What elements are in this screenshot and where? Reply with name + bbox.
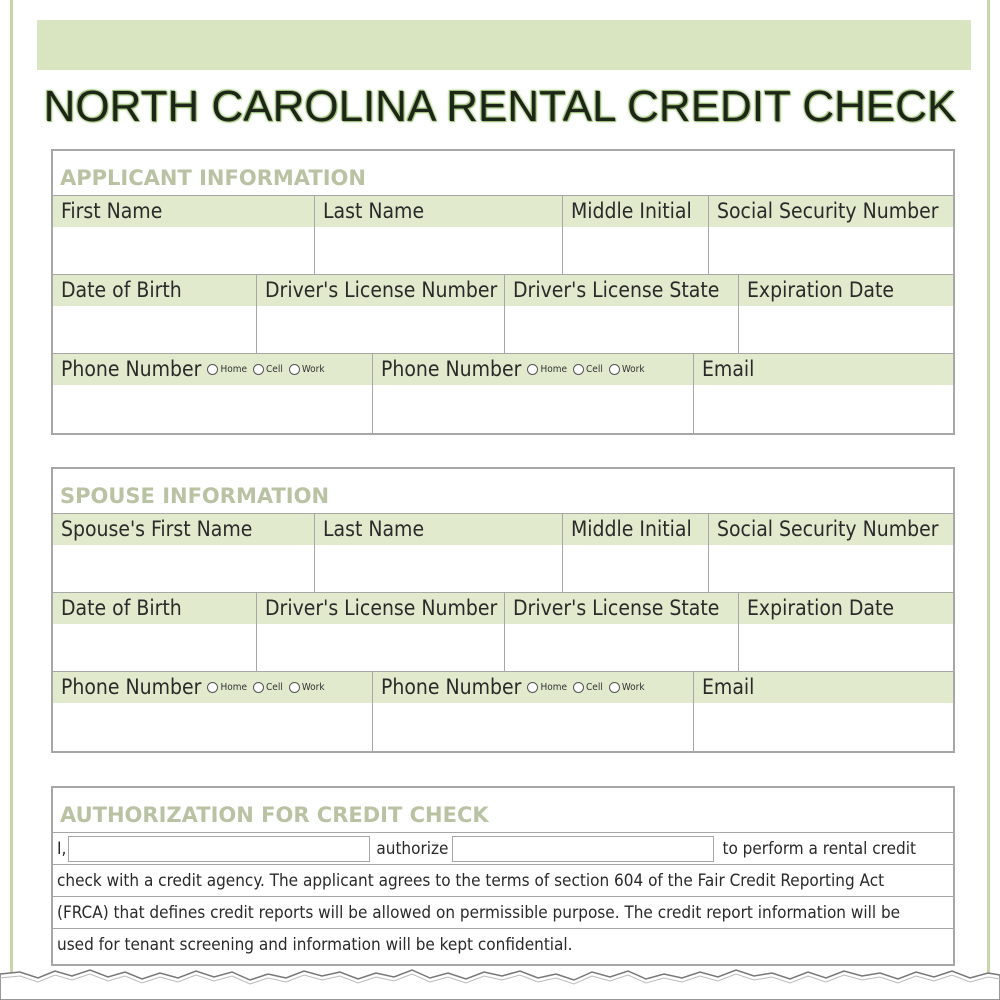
home-radio[interactable] <box>527 354 567 385</box>
spouse-row-1 <box>53 514 953 593</box>
home-radio-label: Home <box>220 682 248 693</box>
last-name-field[interactable] <box>315 227 562 274</box>
spouse-ssn-label: Social Security Number <box>709 514 953 545</box>
applicant-dl-state-cell <box>505 275 739 353</box>
expiration-field[interactable] <box>739 306 953 353</box>
work-radio-label: Work <box>621 364 645 375</box>
spouse-middle-initial-field[interactable] <box>563 545 708 592</box>
radio-circle-icon[interactable] <box>527 682 538 693</box>
torn-edge <box>0 960 1000 1000</box>
radio-circle-icon[interactable] <box>207 682 218 693</box>
dl-number-label: Driver's License Number <box>257 275 504 306</box>
radio-circle-icon[interactable] <box>289 682 300 693</box>
spouse-last-name-label: Last Name <box>315 514 562 545</box>
radio-circle-icon[interactable] <box>609 682 620 693</box>
spouse-heading: SPOUSE INFORMATION <box>53 469 953 514</box>
spouse-section <box>51 467 955 753</box>
dob-field[interactable] <box>53 306 256 353</box>
spouse-email-cell <box>694 672 953 751</box>
to-perform-label: to perform a rental credit <box>722 838 916 859</box>
authorization-heading: AUTHORIZATION FOR CREDIT CHECK <box>53 788 953 833</box>
agency-name-blank[interactable] <box>452 836 714 862</box>
spouse-ssn-cell <box>709 514 953 592</box>
applicant-row-3 <box>53 354 953 433</box>
applicant-dob-cell <box>53 275 257 353</box>
applicant-heading: APPLICANT INFORMATION <box>53 151 953 196</box>
ssn-field[interactable] <box>709 227 953 274</box>
work-radio-label: Work <box>301 682 325 693</box>
work-radio[interactable] <box>609 354 645 385</box>
spouse-expiration-field[interactable] <box>739 624 953 671</box>
work-radio-label: Work <box>621 682 645 693</box>
applicant-first-name-cell <box>53 196 315 274</box>
applicant-dl-number-cell <box>257 275 505 353</box>
spouse-dob-cell <box>53 593 257 671</box>
dob-label: Date of Birth <box>53 275 256 306</box>
cell-radio-label: Cell <box>586 682 603 693</box>
applicant-row-1 <box>53 196 953 275</box>
cell-radio[interactable] <box>573 354 603 385</box>
cell-radio[interactable] <box>253 672 283 703</box>
spouse-ssn-field[interactable] <box>709 545 953 592</box>
home-radio[interactable] <box>527 672 567 703</box>
spouse-middle-initial-label: Middle Initial <box>563 514 708 545</box>
ssn-label: Social Security Number <box>709 196 953 227</box>
radio-circle-icon[interactable] <box>573 682 584 693</box>
spouse-first-name-label: Spouse's First Name <box>53 514 314 545</box>
applicant-name-blank[interactable] <box>68 836 370 862</box>
spouse-dl-number-field[interactable] <box>257 624 504 671</box>
email-field[interactable] <box>694 385 953 433</box>
applicant-last-name-cell <box>315 196 563 274</box>
email-label: Email <box>694 354 953 385</box>
spouse-dob-field[interactable] <box>53 624 256 671</box>
spouse-phone1-cell <box>53 672 373 751</box>
dl-state-label: Driver's License State <box>505 275 738 306</box>
home-radio-label: Home <box>220 364 248 375</box>
spouse-phone2-text: Phone Number <box>381 675 522 699</box>
radio-circle-icon[interactable] <box>289 364 300 375</box>
spouse-dob-label: Date of Birth <box>53 593 256 624</box>
spouse-expiration-cell <box>739 593 953 671</box>
work-radio[interactable] <box>289 672 325 703</box>
spouse-row-2 <box>53 593 953 672</box>
spouse-dl-number-cell <box>257 593 505 671</box>
applicant-phone1-cell <box>53 354 373 433</box>
applicant-middle-initial-cell <box>563 196 709 274</box>
dl-state-field[interactable] <box>505 306 738 353</box>
spouse-last-name-field[interactable] <box>315 545 562 592</box>
applicant-section <box>51 149 955 435</box>
i-label: I, <box>57 838 67 859</box>
spouse-phone2-cell <box>373 672 694 751</box>
spouse-first-name-field[interactable] <box>53 545 314 592</box>
work-radio[interactable] <box>609 672 645 703</box>
spouse-last-name-cell <box>315 514 563 592</box>
authorization-line-1 <box>53 833 953 865</box>
header-band <box>37 20 971 70</box>
spouse-first-name-cell <box>53 514 315 592</box>
authorization-line-2: check with a credit agency. The applicant agrees to the terms of section 604 of the Fair Credit Reporting Act <box>53 865 953 897</box>
spouse-phone2-label <box>373 672 693 703</box>
spouse-phone1-label <box>53 672 372 703</box>
home-radio[interactable] <box>207 672 247 703</box>
middle-initial-label: Middle Initial <box>563 196 708 227</box>
applicant-ssn-cell <box>709 196 953 274</box>
cell-radio[interactable] <box>573 672 603 703</box>
applicant-expiration-cell <box>739 275 953 353</box>
home-radio-label: Home <box>540 682 568 693</box>
phone2-label <box>373 354 693 385</box>
applicant-email-cell <box>694 354 953 433</box>
phone2-text: Phone Number <box>381 357 522 381</box>
radio-circle-icon[interactable] <box>609 364 620 375</box>
spouse-email-field[interactable] <box>694 703 953 751</box>
spouse-phone2-field[interactable] <box>373 703 693 751</box>
cell-radio-label: Cell <box>266 682 283 693</box>
radio-circle-icon[interactable] <box>527 364 538 375</box>
phone1-field[interactable] <box>53 385 372 433</box>
cell-radio-label: Cell <box>266 364 283 375</box>
phone2-field[interactable] <box>373 385 693 433</box>
home-radio-label: Home <box>540 364 568 375</box>
applicant-phone2-cell <box>373 354 694 433</box>
spouse-dl-state-label: Driver's License State <box>505 593 738 624</box>
authorization-section <box>51 786 955 966</box>
work-radio[interactable] <box>289 354 325 385</box>
spouse-phone1-text: Phone Number <box>61 675 202 699</box>
spouse-dl-state-cell <box>505 593 739 671</box>
radio-circle-icon[interactable] <box>207 364 218 375</box>
phone1-label <box>53 354 372 385</box>
spouse-dl-state-field[interactable] <box>505 624 738 671</box>
first-name-field[interactable] <box>53 227 314 274</box>
home-radio[interactable] <box>207 354 247 385</box>
spouse-dl-number-label: Driver's License Number <box>257 593 504 624</box>
page-title: NORTH CAROLINA RENTAL CREDIT CHECK <box>43 82 957 131</box>
authorization-line-3: (FRCA) that defines credit reports will be allowed on permissible purpose. The credit report information will be <box>53 897 953 929</box>
spouse-row-3 <box>53 672 953 751</box>
applicant-row-2 <box>53 275 953 354</box>
spouse-middle-initial-cell <box>563 514 709 592</box>
last-name-label: Last Name <box>315 196 562 227</box>
radio-circle-icon[interactable] <box>573 364 584 375</box>
radio-circle-icon[interactable] <box>253 682 264 693</box>
cell-radio-label: Cell <box>586 364 603 375</box>
authorization-line-4: used for tenant screening and information will be kept confidential. <box>57 935 573 955</box>
phone1-text: Phone Number <box>61 357 202 381</box>
spouse-email-label: Email <box>694 672 953 703</box>
work-radio-label: Work <box>301 364 325 375</box>
cell-radio[interactable] <box>253 354 283 385</box>
spouse-expiration-label: Expiration Date <box>739 593 953 624</box>
middle-initial-field[interactable] <box>563 227 708 274</box>
expiration-label: Expiration Date <box>739 275 953 306</box>
dl-number-field[interactable] <box>257 306 504 353</box>
first-name-label: First Name <box>53 196 314 227</box>
authorize-label: authorize <box>376 838 449 859</box>
radio-circle-icon[interactable] <box>253 364 264 375</box>
spouse-phone1-field[interactable] <box>53 703 372 751</box>
